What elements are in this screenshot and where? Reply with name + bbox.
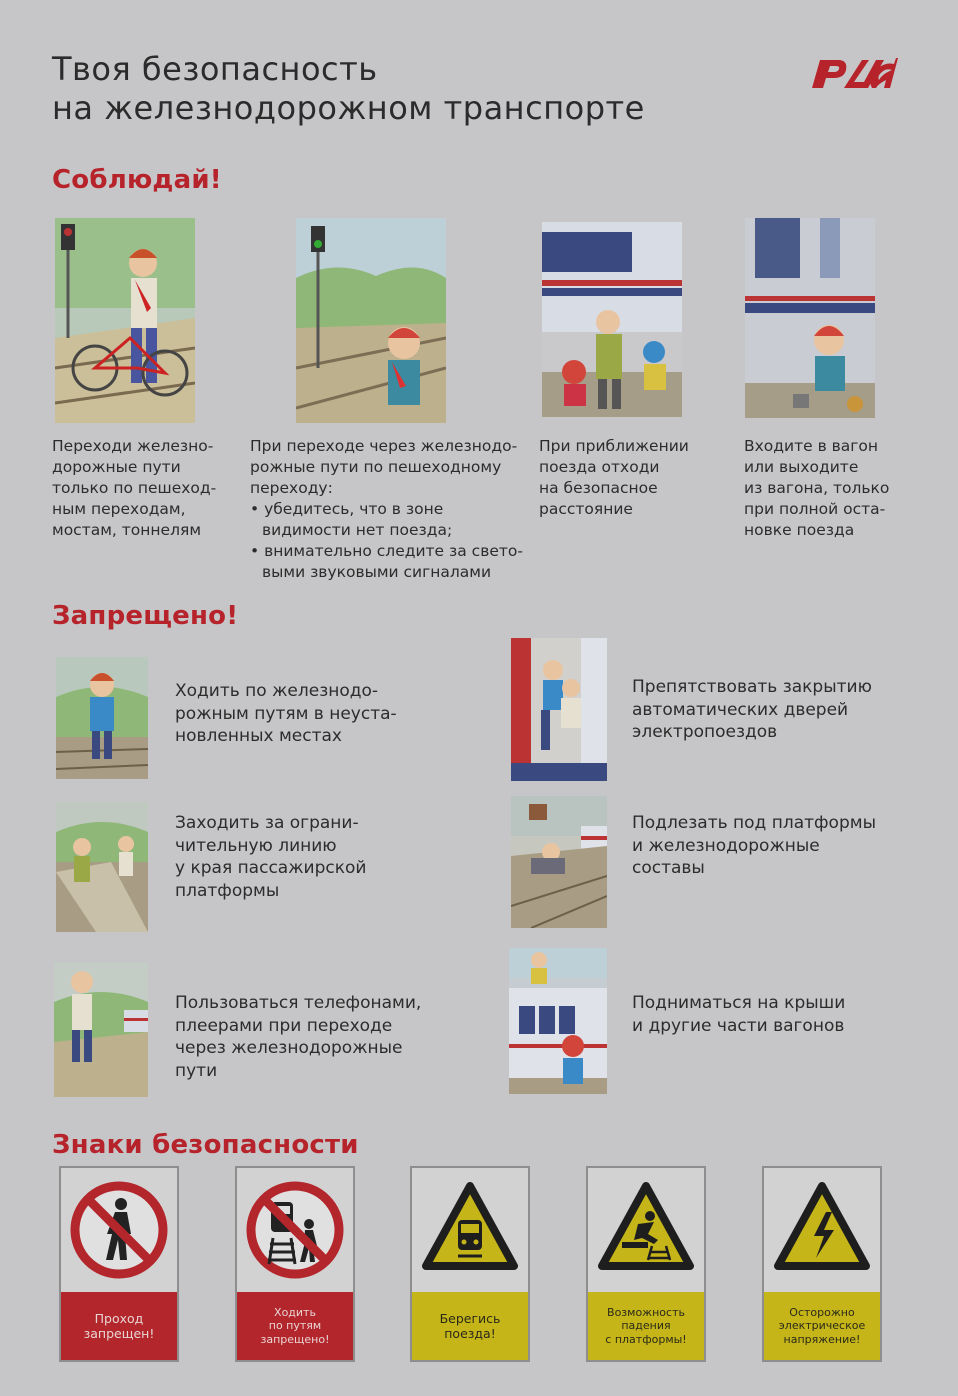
observe-item-4-line: Входите в вагон xyxy=(744,437,879,455)
illustration-crossing-platform-line xyxy=(56,802,148,932)
poster-title xyxy=(52,50,645,128)
observe-item-1-line: ным переходам, xyxy=(52,500,186,518)
illustration-walking-on-tracks xyxy=(56,657,148,779)
sign-beware-train-label xyxy=(412,1292,528,1360)
sign-label-line: Ходить xyxy=(274,1305,316,1319)
forbidden-item-4-text xyxy=(632,812,876,880)
observe-item-2-bullet-cont: выми звуковыми сигналами xyxy=(262,563,492,581)
observe-item-1-line: только по пешеход- xyxy=(52,479,217,497)
beware-train-icon xyxy=(412,1168,528,1292)
rzd-logo xyxy=(806,50,898,92)
sign-fall-from-platform xyxy=(586,1166,706,1362)
sign-no-pedestrian-label xyxy=(61,1292,177,1360)
forbidden-item-3-text xyxy=(175,812,366,902)
poster-title-line-1: Твоя безопасность xyxy=(52,50,378,88)
sign-label-line: напряжение! xyxy=(783,1332,861,1346)
sign-label-line: запрещено! xyxy=(260,1332,330,1346)
forbidden-item-6-line: Подниматься на крыши xyxy=(632,993,846,1013)
sign-label-line: Возможность xyxy=(607,1305,685,1319)
forbidden-item-2-text xyxy=(632,676,872,744)
forbidden-heading: Запрещено! xyxy=(52,601,239,631)
forbidden-item-3-line: платформы xyxy=(175,880,280,901)
observe-item-1-text xyxy=(52,436,216,541)
forbidden-item-3-line: Заходить за ограни- xyxy=(175,813,359,833)
observe-item-4-line: из вагона, только xyxy=(744,479,890,497)
forbidden-item-1-line: рожным путям в неуста- xyxy=(175,703,397,724)
observe-item-2-line: При переходе через железнодо- xyxy=(250,437,518,455)
forbidden-item-1-text xyxy=(175,680,397,748)
observe-item-4-line: при полной оста- xyxy=(744,500,886,518)
observe-item-1-line: дорожные пути xyxy=(52,458,181,476)
sign-label-line: Осторожно xyxy=(789,1305,855,1319)
observe-item-3-line: на безопасное xyxy=(539,479,658,497)
illustration-blocking-doors xyxy=(511,638,607,781)
observe-item-2-line: переходу: xyxy=(250,479,333,497)
forbidden-item-4-line: составы xyxy=(632,858,705,878)
forbidden-item-5-line: через железнодорожные xyxy=(175,1038,403,1058)
observe-item-4-text xyxy=(744,436,889,541)
high-voltage-icon xyxy=(764,1168,880,1292)
observe-item-4-line: или выходите xyxy=(744,458,859,476)
observe-item-2-line: рожные пути по пешеходному xyxy=(250,458,502,476)
illustration-phone-while-crossing xyxy=(54,962,148,1097)
forbidden-item-1-line: новленных местах xyxy=(175,726,342,746)
forbidden-item-2-line: автоматических дверей xyxy=(632,699,849,720)
sign-no-pedestrian xyxy=(59,1166,179,1362)
sign-no-walking-on-tracks-label xyxy=(237,1292,353,1360)
observe-item-2-bullet-cont: видимости нет поезда; xyxy=(262,521,453,539)
forbidden-item-3-line: у края пассажирской xyxy=(175,858,367,878)
observe-item-2-bullet: • внимательно следите за свето- xyxy=(250,541,523,562)
sign-label-line: падения xyxy=(621,1319,671,1333)
sign-beware-train xyxy=(410,1166,530,1362)
observe-item-4-line: новке поезда xyxy=(744,521,855,539)
observe-item-3-line: расстояние xyxy=(539,500,633,518)
observe-item-3-text xyxy=(539,436,689,520)
forbidden-item-6-line: и другие части вагонов xyxy=(632,1015,845,1036)
fall-from-platform-icon xyxy=(588,1168,704,1292)
observe-item-3-line: поезда отходи xyxy=(539,458,660,476)
illustration-crawling-under-platform xyxy=(511,796,607,928)
sign-high-voltage xyxy=(762,1166,882,1362)
illustration-climbing-on-roof xyxy=(509,948,607,1094)
sign-high-voltage-label xyxy=(764,1292,880,1360)
poster-title-line-2: на железнодорожном транспорте xyxy=(52,89,645,127)
sign-label-line: поезда! xyxy=(444,1326,496,1341)
forbidden-item-4-line: и железнодорожные xyxy=(632,835,820,856)
sign-label-line: по путям xyxy=(268,1319,322,1333)
forbidden-item-4-line: Подлезать под платформы xyxy=(632,813,876,833)
sign-label-line: запрещен! xyxy=(83,1326,155,1341)
observe-item-2-bullet: • убедитесь, что в зоне xyxy=(250,499,523,520)
observe-heading: Соблюдай! xyxy=(52,165,222,195)
forbidden-item-5-line: пути xyxy=(175,1060,218,1081)
sign-fall-from-platform-label xyxy=(588,1292,704,1360)
observe-item-1-line: мостам, тоннелям xyxy=(52,521,202,539)
sign-label-line: электрическое xyxy=(778,1319,866,1333)
no-pedestrian-icon xyxy=(61,1168,177,1292)
observe-item-1-line: Переходи железно- xyxy=(52,437,214,455)
forbidden-item-2-line: Препятствовать закрытию xyxy=(632,677,872,697)
illustration-cyclist-crossing xyxy=(55,218,195,423)
forbidden-item-6-text xyxy=(632,992,845,1037)
forbidden-item-3-line: чительную линию xyxy=(175,835,337,856)
forbidden-item-5-text xyxy=(175,992,421,1082)
forbidden-item-5-line: плеерами при переходе xyxy=(175,1015,393,1036)
illustration-child-at-crossing xyxy=(296,218,446,423)
signs-heading: Знаки безопасности xyxy=(52,1130,359,1160)
forbidden-item-1-line: Ходить по железнодо- xyxy=(175,681,379,701)
sign-label-line: Берегись xyxy=(439,1311,501,1326)
observe-item-2-text xyxy=(250,436,523,583)
sign-label-line: Проход xyxy=(94,1311,144,1326)
sign-no-walking-on-tracks xyxy=(235,1166,355,1362)
observe-item-3-line: При приближении xyxy=(539,437,689,455)
forbidden-item-5-line: Пользоваться телефонами, xyxy=(175,993,422,1013)
sign-label-line: с платформы! xyxy=(605,1332,687,1346)
no-walking-on-tracks-icon xyxy=(237,1168,353,1292)
illustration-family-stepping-back xyxy=(542,222,682,417)
illustration-child-waiting-for-stop xyxy=(745,218,875,418)
forbidden-item-2-line: электропоездов xyxy=(632,722,778,742)
